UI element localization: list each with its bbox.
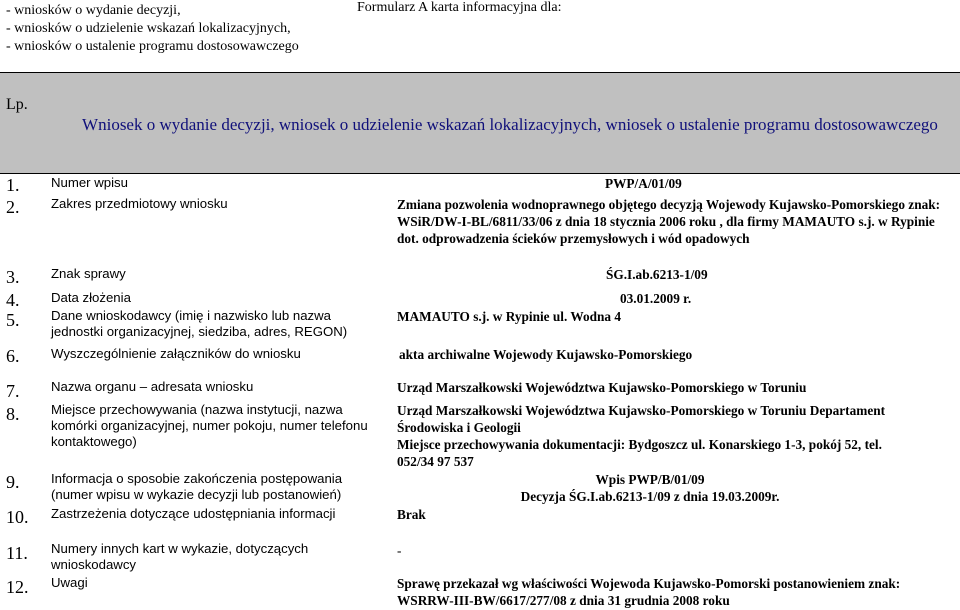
header-list-item: - wniosków o udzielenie wskazań lokalizacyjnych, [6, 21, 291, 36]
lp-label: Lp. [6, 96, 28, 113]
row-value: PWP/A/01/09 [605, 176, 682, 191]
row-number: 7. [6, 381, 20, 401]
row-value: - [397, 543, 402, 558]
row-value: Wpis PWP/B/01/09 [595, 472, 705, 487]
table-header-title: Wniosek o wydanie decyzji, wniosek o udzielenie wskazań lokalizacyjnych, wniosek o ustalenie programu dostosowawczego [82, 115, 938, 134]
row-value-secondary: Miejsce przechowywania dokumentacji: Bydgoszcz ul. Konarskiego 1-3, pokój 52, tel. 052/34 97 537 [397, 437, 882, 469]
row-value: Sprawę przekazał wg właściwości Wojewoda Kujawsko-Pomorski postanowieniem znak: WSRRW-III-BW/6617/277/08 z dnia 31 grudnia 2008 roku [397, 576, 901, 608]
row-value: Brak [397, 507, 426, 522]
row-label: Nazwa organu – adresata wniosku [51, 379, 254, 394]
row-number: 8. [6, 404, 20, 424]
row-value: ŚG.I.ab.6213-1/09 [606, 267, 708, 282]
header-list-item: - wniosków o ustalenie programu dostosowawczego [6, 39, 299, 54]
row-value: Urząd Marszałkowski Województwa Kujawsko-Pomorskiego w Toruniu [397, 380, 807, 395]
form-title: Formularz A karta informacyjna dla: [357, 0, 562, 15]
rule [0, 72, 960, 73]
header-list-item: - wniosków o wydanie decyzji, [6, 3, 181, 18]
row-number: 9. [6, 472, 20, 492]
row-label: Numer wpisu [51, 175, 128, 190]
row-value: MAMAUTO s.j. w Rypinie ul. Wodna 4 [397, 309, 622, 324]
row-number: 10. [6, 507, 29, 527]
row-label: Znak sprawy [51, 266, 126, 281]
row-label: Informacja o sposobie zakończenia postępowania (numer wpisu w wykazie decyzji lub postanowień) [51, 471, 343, 502]
row-value: 03.01.2009 r. [620, 291, 692, 306]
row-number: 12. [6, 577, 29, 597]
row-number: 6. [6, 346, 20, 366]
header-list [6, 2, 299, 56]
row-value: akta archiwalne Wojewody Kujawsko-Pomorskiego [399, 347, 693, 362]
rule [0, 173, 960, 174]
row-number: 2. [6, 197, 20, 217]
row-label: Dane wnioskodawcy (imię i nazwisko lub nazwa jednostki organizacyjnej, siedziba, adres, REGON) [51, 308, 348, 339]
row-number: 1. [6, 175, 20, 195]
row-number: 3. [6, 267, 20, 287]
row-number: 5. [6, 310, 20, 330]
row-label: Uwagi [51, 575, 88, 590]
row-value: Urząd Marszałkowski Województwa Kujawsko-Pomorskiego w Toruniu Departament Środowiska i Geologii [397, 403, 886, 435]
row-value-secondary: Decyzja ŚG.I.ab.6213-1/09 z dnia 19.03.2009r. [520, 489, 780, 504]
row-number: 4. [6, 290, 20, 310]
row-value: Zmiana pozwolenia wodnoprawnego objętego decyzją Wojewody Kujawsko-Pomorskiego znak: WSiR/DW-I-BL/6811/33/06 z dnia 18 stycznia 2006 roku , dla firmy MAMAUTO s.j. w Rypinie dot. odprowadzenia ścieków przemysłowych i wód opadowych [397, 197, 941, 246]
row-label: Numery innych kart w wykazie, dotyczących wnioskodawcy [51, 541, 309, 572]
row-label: Miejsce przechowywania (nazwa instytucji, nazwa komórki organizacyjnej, numer pokoju, numer telefonu kontaktowego) [51, 402, 368, 449]
row-label: Wyszczególnienie załączników do wniosku [51, 346, 301, 361]
row-number: 11. [6, 543, 28, 563]
row-label: Zakres przedmiotowy wniosku [51, 196, 228, 211]
row-label: Zastrzeżenia dotyczące udostępniania informacji [51, 506, 336, 521]
row-label: Data złożenia [51, 290, 131, 305]
